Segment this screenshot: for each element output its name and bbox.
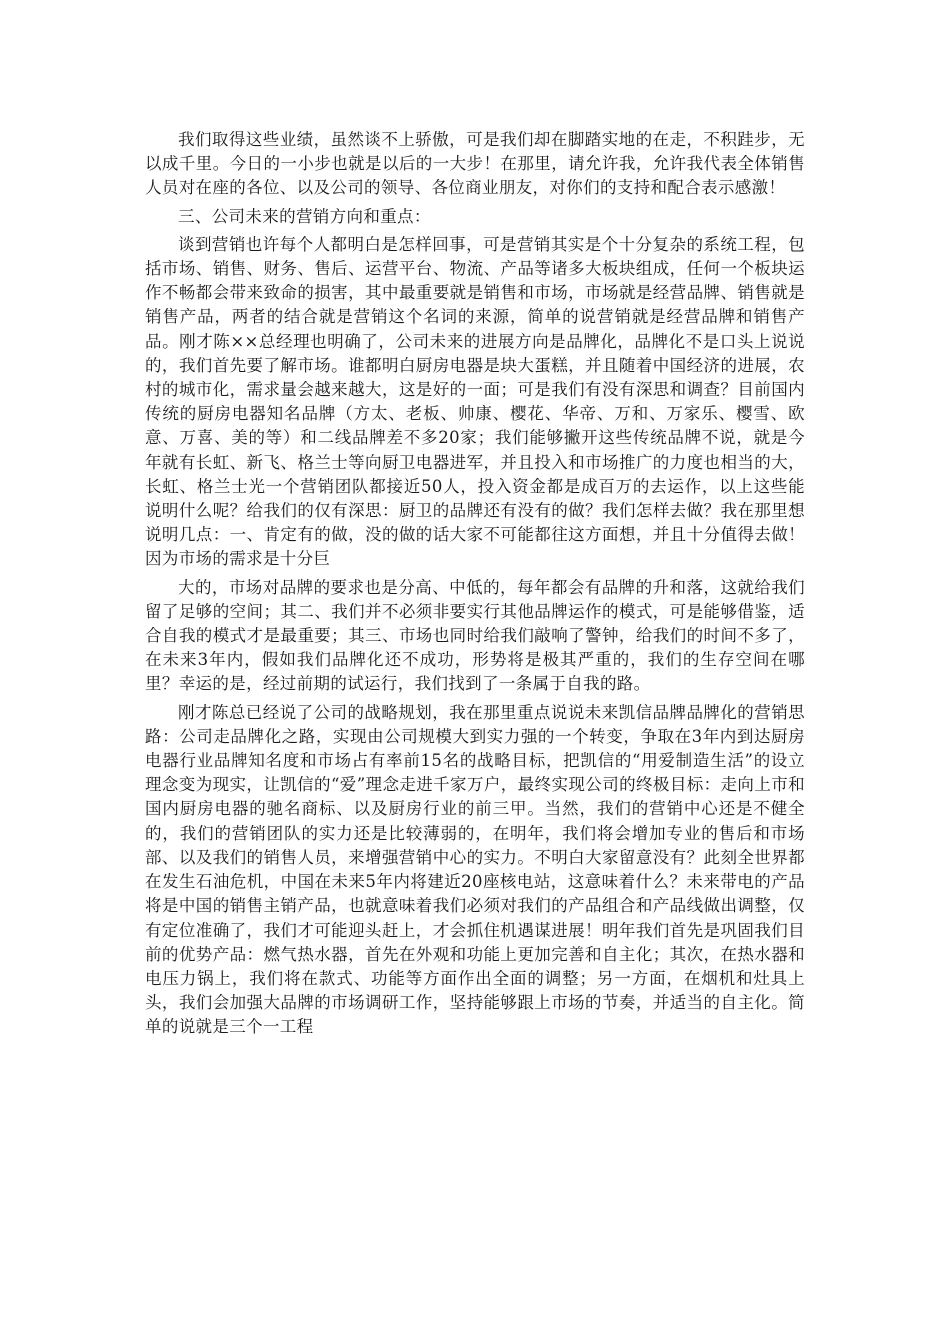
paragraph-marketing-overview: 谈到营销也许每个人都明白是怎样回事，可是营销其实是个十分复杂的系统工程，包括市场、销售、财务、售后、运营平台、物流、产品等诸多大板块组成，任何一个板块运作不畅都会带来致命的损害，其中最重要就是销售和市场，市场就是经营品牌、销售就是销售产品，两者的结合就是营销这个名词的来源，简单的说营销就是经营品牌和销售产品。刚才陈××总经理也明确了，公司未来的进展方向是品牌化，品牌化不是口头上说说的，我们首先要了解市场。谁都明白厨房电器是块大蛋糕，并且随着中国经济的进展，农村的城市化，需求量会越来越大，这是好的一面；可是我们有没有深思和调查？目前国内传统的厨房电器知名品牌（方太、老板、帅康、樱花、华帝、万和、万家乐、樱雪、欧意、万喜、美的等）和二线品牌差不多20家；我们能够撇开这些传统品牌不说，就是今年就有长虹、新飞、格兰士等向厨卫电器进军，并且投入和市场推广的力度也相当的大，长虹、格兰士光一个营销团队都接近50人，投入资金都是成百万的去运作，以上这些能说明什么呢？给我们的仅有深思：厨卫的品牌还有没有的做？我们怎样去做？我在那里想说明几点：一、肯定有的做，没的做的话大家不可能都往这方面想，并且十分值得去做！因为市场的需求是十分巨	[145, 234, 805, 569]
document-page	[145, 128, 805, 1044]
section-heading-marketing-direction: 三、公司未来的营销方向和重点：	[178, 206, 431, 226]
paragraph-market-space: 大的，市场对品牌的要求也是分高、中低的，每年都会有品牌的升和落，这就给我们留了足够的空间；其二、我们并不必须非要实行其他品牌运作的模式，可是能够借鉴，适合自我的模式才是最重要；其三、市场也同时给我们敲响了警钟，给我们的时间不多了，在未来3年内，假如我们品牌化还不成功，形势将是极其严重的，我们的生存空间在哪里？幸运的是，经过前期的试运行，我们找到了一条属于自我的路。	[145, 577, 805, 694]
paragraph-brand-strategy: 刚才陈总已经说了公司的战略规划，我在那里重点说说未来凯信品牌品牌化的营销思路：公司走品牌化之路，实现由公司规模大到实力强的一个转变，争取在3年内到达厨房电器行业品牌知名度和市场占有率前15名的战略目标，把凯信的“用爱制造生活”的设立理念变为现实，让凯信的“爱”理念走进千家万户，最终实现公司的终极目标：走向上市和国内厨房电器的驰名商标、以及厨房行业的前三甲。当然，我们的营销中心还是不健全的，我们的营销团队的实力还是比较薄弱的，在明年，我们将会增加专业的售后和市场部、以及我们的销售人员，来增强营销中心的实力。不明白大家留意没有？此刻全世界都在发生石油危机，中国在未来5年内将建近20座核电站，这意味着什么？未来带电的产品将是中国的销售主销产品，也就意味着我们必须对我们的产品组合和产品线做出调整，仅有定位准确了，我们才可能迎头赶上，才会抓住机遇谋进展！明年我们首先是巩固我们目前的优势产品：燃气热水器，首先在外观和功能上更加完善和自主化；其次，在热水器和电压力锅上，我们将在款式、功能等方面作出全面的调整；另一方面，在烟机和灶具上头，我们会加强大品牌的市场调研工作，坚持能够跟上市场的节奏，并适当的自主化。简单的说就是三个一工程	[145, 702, 805, 1037]
paragraph-gratitude: 我们取得这些业绩，虽然谈不上骄傲，可是我们却在脚踏实地的在走，不积跬步，无以成千里。今日的一小步也就是以后的一大步！在那里，请允许我，允许我代表全体销售人员对在座的各位、以及公司的领导、各位商业朋友，对你们的支持和配合表示感激！	[145, 130, 805, 198]
